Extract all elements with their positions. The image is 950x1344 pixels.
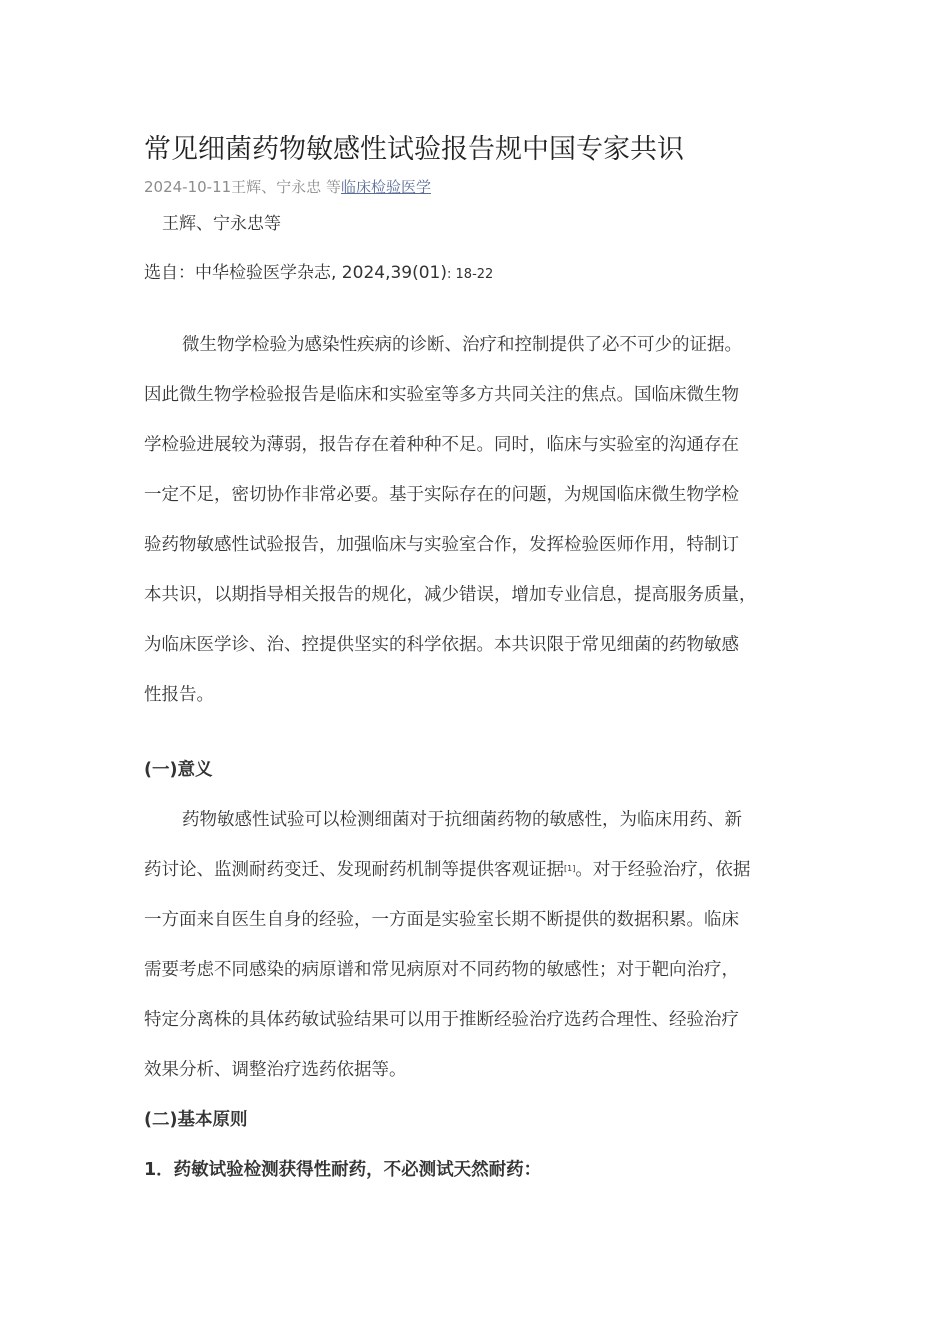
section-heading-significance: (一)意义 bbox=[144, 760, 213, 780]
paragraph-line: 为临床医学诊、治、控提供坚实的科学依据。本共识限于常见细菌的药物敏感 bbox=[144, 635, 739, 655]
source-citation bbox=[144, 258, 809, 290]
meta-date-authors: 2024-10-11王辉、宁永忠 等 bbox=[144, 178, 341, 196]
account-link[interactable]: 临床检验医学 bbox=[340, 178, 431, 196]
paragraph-line: 一定不足，密切协作非常必要。基于实际存在的问题，为规国临床微生物学检 bbox=[144, 485, 739, 505]
source-pages: : 18-22 bbox=[447, 267, 494, 282]
paragraph-line: 一方面来自医生自身的经验，一方面是实验室长期不断提供的数据积累。临床 bbox=[144, 910, 739, 930]
paragraph-line: 效果分析、调整治疗选药依据等。 bbox=[144, 1060, 407, 1080]
source-journal: 选自：中华检验医学杂志, 2024,39(01) bbox=[144, 263, 448, 283]
paragraph-line: 药物敏感性试验可以检测细菌对于抗细菌药物的敏感性，为临床用药、新 bbox=[182, 810, 742, 830]
section-heading-principles: (二)基本原则 bbox=[144, 1110, 248, 1130]
paragraph-line: 需要考虑不同感染的病原谱和常见病原对不同药物的敏感性；对于靶向治疗， bbox=[144, 960, 739, 980]
intro-paragraph bbox=[144, 320, 809, 720]
principle-item-1: 1．药敏试验检测获得性耐药，不必测试天然耐药： bbox=[144, 1160, 542, 1180]
article-meta bbox=[144, 172, 809, 202]
paragraph-line: 本共识，以期指导相关报告的规化，减少错误，增加专业信息，提高服务质量， bbox=[144, 585, 757, 605]
paragraph-line: 特定分离株的具体药敏试验结果可以用于推断经验治疗选药合理性、经验治疗 bbox=[144, 1010, 739, 1030]
paragraph-line: 微生物学检验为感染性疾病的诊断、治疗和控制提供了必不可少的证据。 bbox=[182, 335, 742, 355]
paragraph-line: 因此微生物学检验报告是临床和实验室等多方共同关注的焦点。国临床微生物 bbox=[144, 385, 739, 405]
paragraph-line: 验药物敏感性试验报告，加强临床与实验室合作，发挥检验医师作用，特制订 bbox=[144, 535, 739, 555]
paragraph-line: 药讨论、监测耐药变迁、发现耐药机制等提供客观证据[1]。对于经验治疗，依据 bbox=[144, 860, 751, 880]
article-title: 常见细菌药物敏感性试验报告规中国专家共识 bbox=[144, 134, 684, 165]
article bbox=[144, 128, 809, 1195]
significance-paragraph bbox=[144, 795, 809, 1095]
reference-marker[interactable]: [1] bbox=[564, 864, 576, 873]
paragraph-line: 学检验进展较为薄弱，报告存在着种种不足。同时，临床与实验室的沟通存在 bbox=[144, 435, 739, 455]
paragraph-line: 性报告。 bbox=[144, 685, 214, 705]
authors: 王辉、宁永忠等 bbox=[162, 214, 281, 234]
